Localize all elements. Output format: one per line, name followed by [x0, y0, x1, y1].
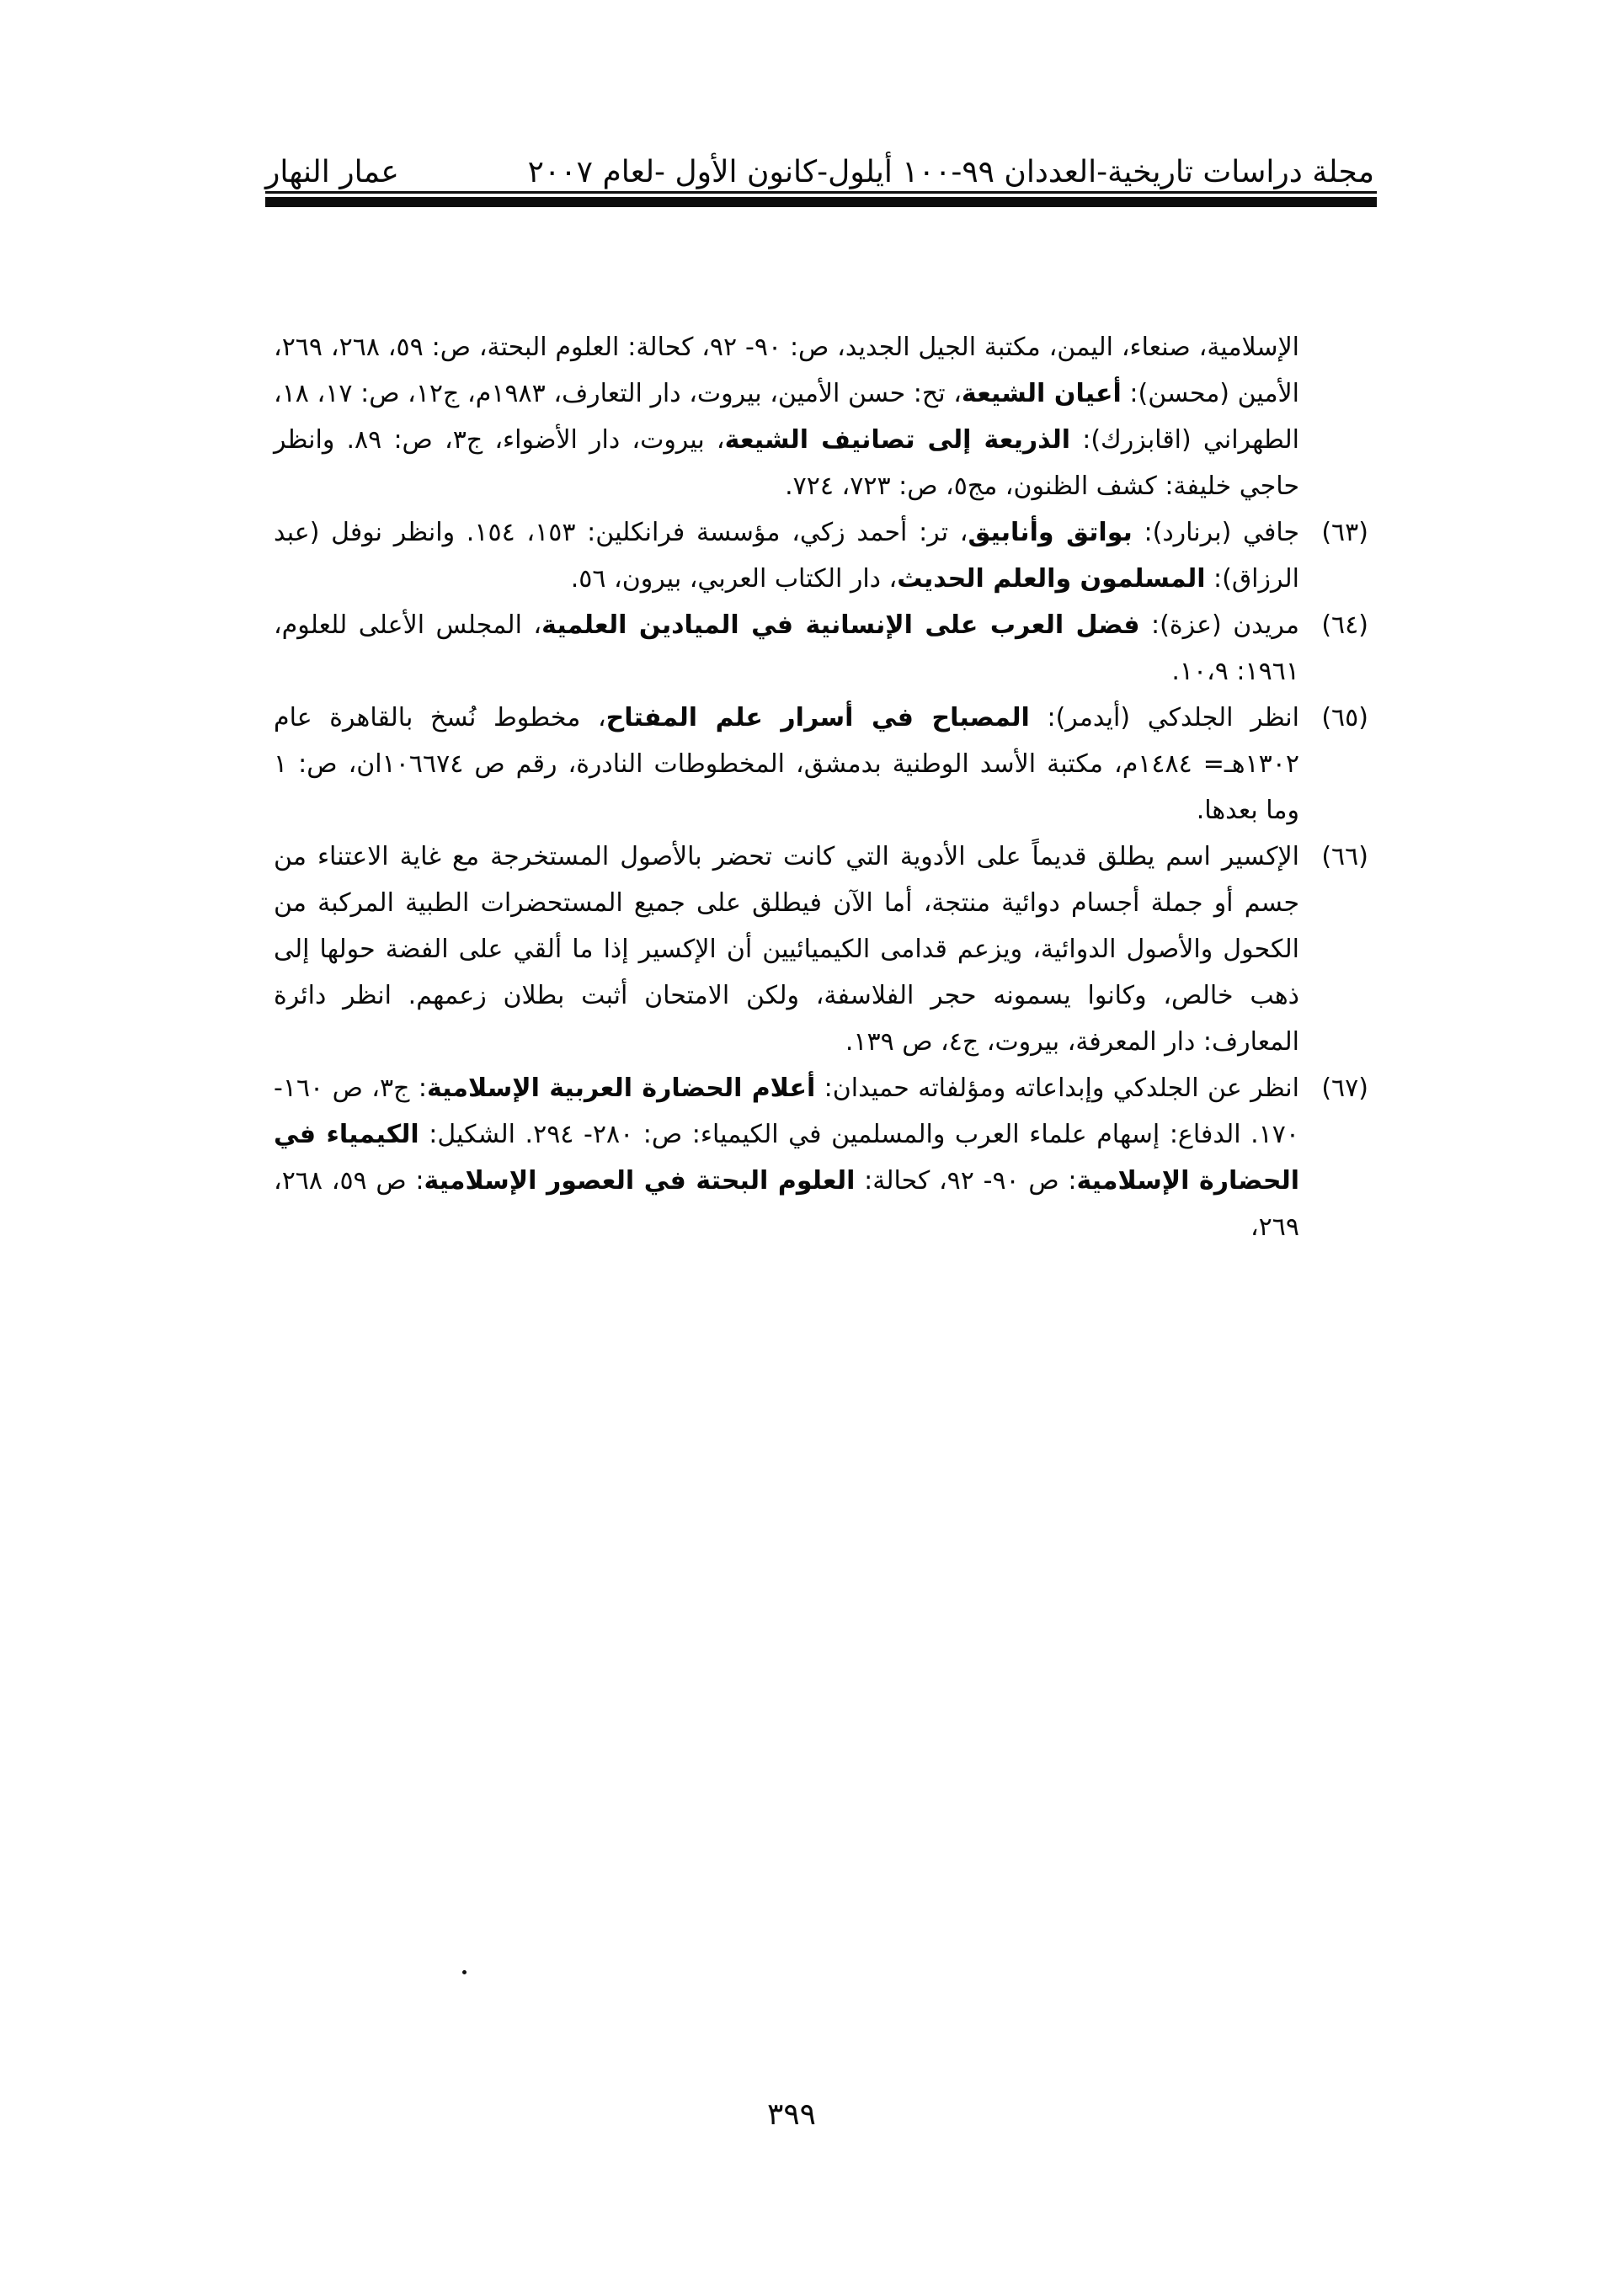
journal-title: مجلة دراسات تاريخية-العددان ٩٩-١٠٠ أيلول-كانون الأول -لعام ٢٠٠٧ [527, 155, 1374, 189]
footnote-title: العلوم البحتة في العصور الإسلامية [424, 1166, 856, 1196]
footnote-title: الذريعة إلى تصانيف الشيعة [724, 425, 1071, 455]
footnote-text: الإسلامية، صنعاء، اليمن، مكتبة الجيل الجديد، ص: ٩٠- ٩٢، كحالة: العلوم البحتة، ص: ٥٩، ٢٦٨، ٢٦٩، الأمين (محسن): [274, 333, 1300, 408]
footnote [274, 695, 1368, 834]
footnote-text: ، تر: أحمد زكي، مؤسسة فرانكلين: ١٥٣، ١٥٤. وانظر نوفل (عبد الرزاق): [274, 518, 1299, 594]
footnote-text: : ج٣، ص ١٦٠- ١٧٠. الدفاع: إسهام علماء العرب والمسلمين في الكيمياء: ص: ٢٨٠- ٢٩٤. الشكيل: [274, 1073, 1299, 1149]
footnote-number: (٦٤) [1321, 610, 1368, 640]
header-rule-thick [265, 197, 1377, 207]
footnote-text: انظر عن الجلدكي وإبداعاته ومؤلفاته حميدان: [815, 1073, 1299, 1103]
page-number: ٣٩٩ [766, 2097, 816, 2132]
footnote-title: أعيان الشيعة [961, 379, 1122, 408]
footnote-list [274, 509, 1368, 1250]
footnotes-body [274, 324, 1368, 1250]
footnote-title: الكيمياء في الحضارة الإسلامية [274, 1120, 1300, 1196]
footnote-text: انظر الجلدكي (أيدمر): [1029, 703, 1299, 732]
footnote [274, 602, 1368, 695]
footnote-text: ، المجلس الأعلى للعلوم، ١٩٦١: ١٠،٩. [274, 610, 1299, 686]
footnote-text: ، دار الكتاب العربي، بيرون، ٥٦. [570, 564, 898, 594]
author-name: عمار النهار [265, 155, 399, 189]
footnote-text: ، بيروت، دار الأضواء، ج٣، ص: ٨٩. وانظر حاجي خليفة: كشف الظنون، مج٥، ص: ٧٢٣، ٧٢٤. [274, 425, 1299, 501]
footnote-number: (٦٥) [1321, 703, 1368, 732]
footnote-text: : ص ٩٠- ٩٢، كحالة: [855, 1166, 1077, 1196]
header-rule-thin [265, 191, 1377, 194]
footnote-text: جافي (برنارد): [1132, 518, 1300, 547]
footnote [274, 509, 1368, 602]
footnote-title: بواتق وأنابيق [968, 518, 1133, 547]
footnote-title: المسلمون والعلم الحديث [897, 564, 1206, 594]
scan-artifact-dot [462, 1970, 467, 1974]
footnote-text: الإكسير اسم يطلق قديماً على الأدوية التي كانت تحضر بالأصول المستخرجة مع غاية الاعتناء من جسم أو جملة أجسام دوائية منتجة، أما الآن فيطلق على جميع المستحضرات الطبية المركبة من الكحول والأصول الدوائية، ويزعم قدامى الكيميائيين أن الإكسير إذا ما ألقي على الفضة حولها إلى ذهب خالص، وكانوا يسمونه حجر الفلاسفة، ولكن الامتحان أثبت بطلان زعمهم. انظر دائرة المعارف: دار المعرفة، بيروت، ج٤، ص ١٣٩. [274, 842, 1299, 1057]
footnote-text: : ص ٥٩، ٢٦٨، ٢٦٩، [274, 1166, 1299, 1242]
footnote-text: ، مخطوط نُسخ بالقاهرة عام ١٣٠٢هـ= ١٤٨٤م، مكتبة الأسد الوطنية بدمشق، المخطوطات النادرة، رقم ص ١٠٦٦٧٤ان، ص: ١ وما بعدها. [274, 703, 1299, 825]
footnote-number: (٦٦) [1321, 842, 1368, 871]
footnote [274, 1065, 1368, 1250]
running-header [265, 147, 1377, 215]
footnote-text: مريدن (عزة): [1139, 610, 1300, 640]
footnote-number: (٦٣) [1321, 518, 1368, 547]
footnote-text: ، تح: حسن الأمين، بيروت، دار التعارف، ١٩٨٣م، ج١٢، ص: ١٧، ١٨، الطهراني (اقابزرك): [274, 379, 1300, 455]
footnote-title: المصباح في أسرار علم المفتاح [605, 703, 1030, 732]
footnote-number: (٦٧) [1321, 1073, 1368, 1103]
footnote-title: أعلام الحضارة العربية الإسلامية [426, 1073, 816, 1103]
continued-footnote [274, 324, 1368, 509]
footnote-title: فضل العرب على الإنسانية في الميادين العلمية [541, 610, 1140, 640]
footnote [274, 834, 1368, 1065]
